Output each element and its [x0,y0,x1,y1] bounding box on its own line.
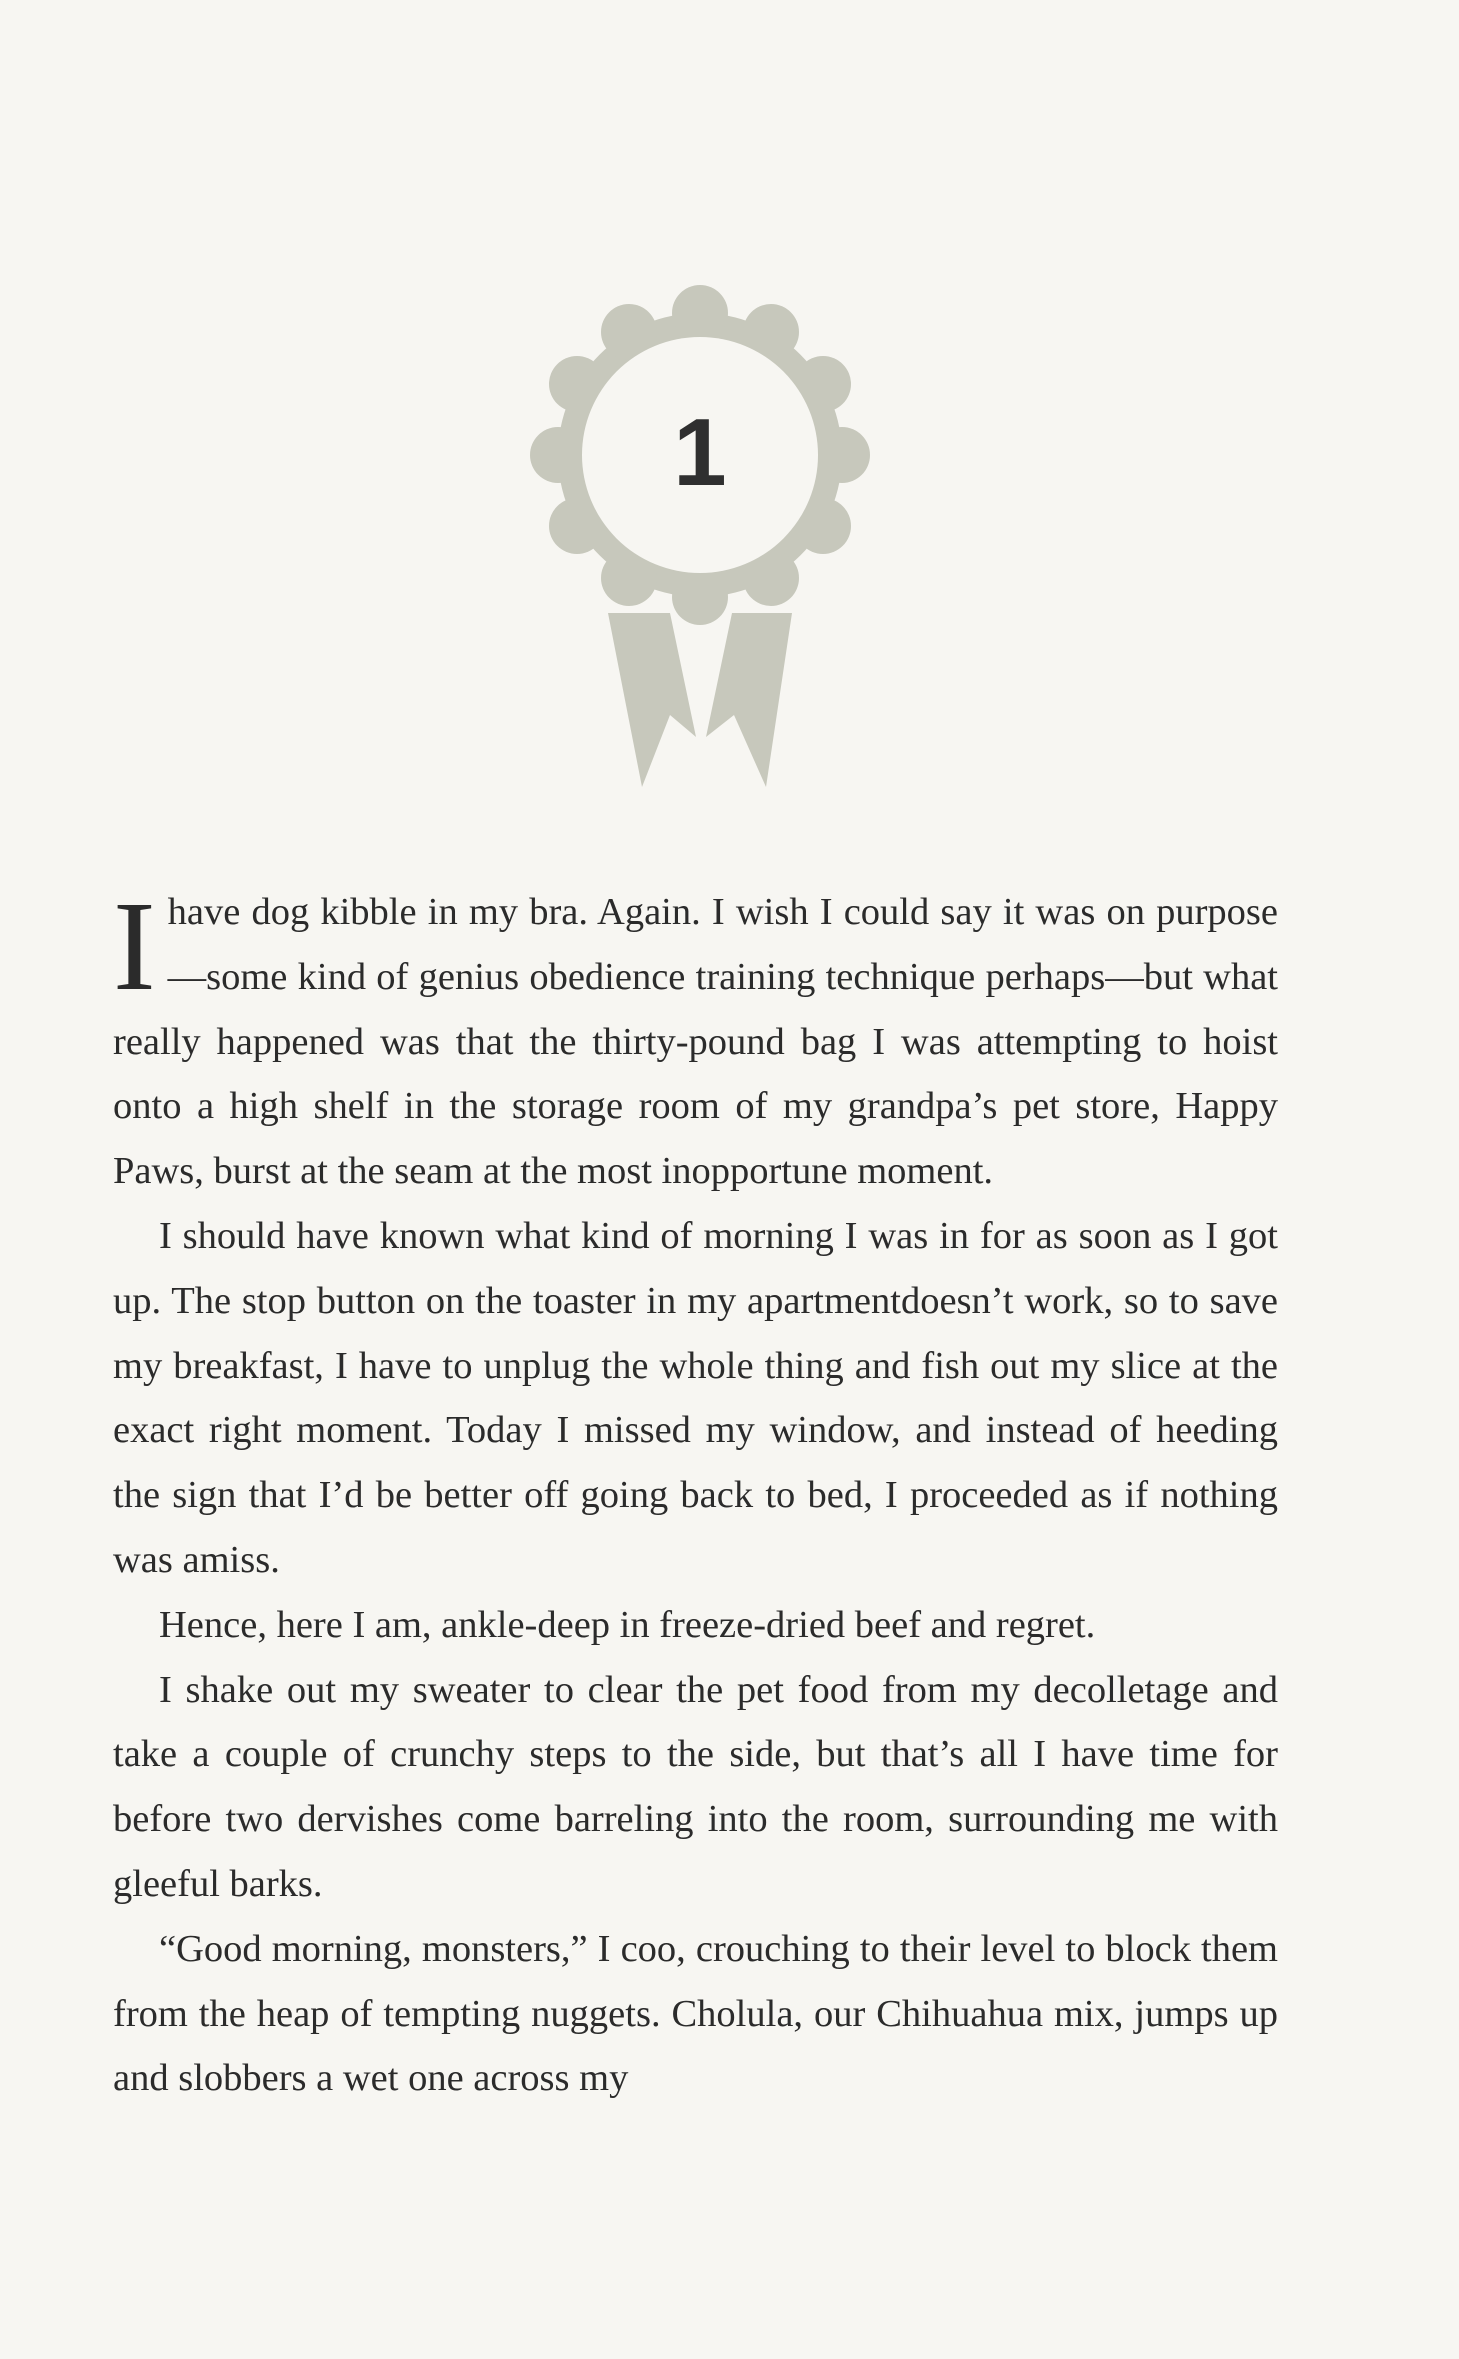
paragraph: I shake out my sweater to clear the pet food from my decolletage and take a couple of crunchy steps to the side, but that’s all I have time for before two dervishes come barreling into the room, surrounding me with gleeful barks. [113,1668,1278,1905]
chapter-number: 1 [673,399,727,506]
paragraph: Hence, here I am, ankle-deep in freeze-dried beef and regret. [159,1603,1096,1646]
chapter-body-text [113,875,1278,2111]
paragraph: “Good morning, monsters,” I coo, crouching to their level to block them from the heap of tempting nuggets. Cholula, our Chihuahua mix, jumps up and slobbers a wet one across my [113,1927,1278,2100]
paragraph-text: have dog kibble in my bra. Again. I wish I could say it was on purpose—some kind of genius obedience training technique perhaps—but what really happened was that the thirty-pound bag I was attempting to hoist onto a high shelf in the storage room of my grandpa’s pet store, Happy Paws, burst at the seam at the most inopportune moment. [113,891,1278,1193]
paragraph [113,875,1278,1204]
paragraph: I should have known what kind of morning I was in for as soon as I got up. The stop button on the toaster in my apartmentdoesn’t work, so to save my breakfast, I have to unplug the whole thing and fish out my slice at the exact right moment. Today I missed my window, and instead of heeding the sign that I’d be better off going back to bed, I proceeded as if nothing was amiss. [113,1214,1278,1581]
chapter-ribbon-badge [520,285,880,825]
drop-cap: I [113,875,156,1017]
rosette-ribbon-icon [520,285,880,825]
